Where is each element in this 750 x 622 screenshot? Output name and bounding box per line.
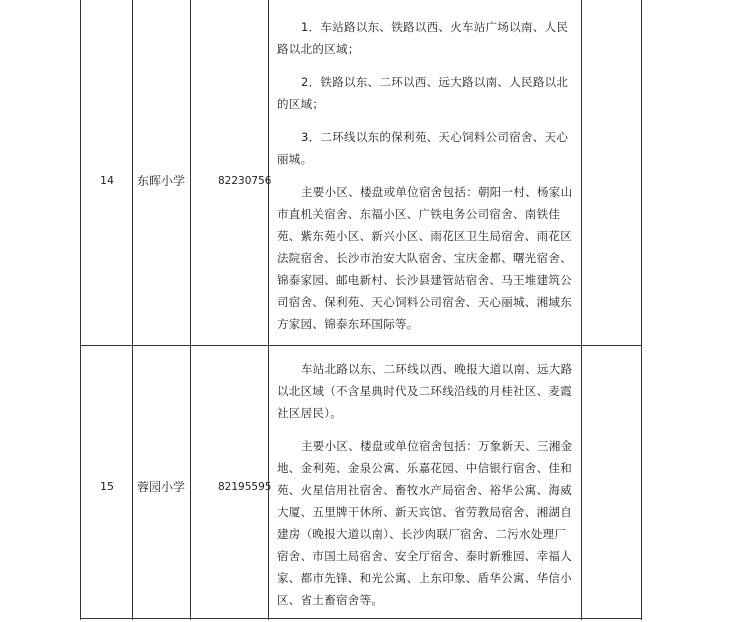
district-paragraph: 主要小区、楼盘或单位宿舍包括：万象新天、三湘金地、金利苑、金泉公寓、乐嘉花园、中信银行宿舍、佳和苑、火星信用社宿舍、畜牧水产局宿舍、裕华公寓、海威大厦、五里牌干休所、新天宾馆、省劳教局宿舍、湘湖自建房（晚报大道以南）、长沙肉联厂宿舍、二污水处理厂宿舍、市国土局宿舍、安全厅宿舍、泰时新雅园、幸福人家、都市先锋、和光公寓、上东印象、盾华公寓、华信小区、省土畜宿舍等。 bbox=[277, 439, 573, 607]
school-name: 东晖小学 bbox=[137, 174, 186, 188]
district-paragraph: 主要小区、楼盘或单位宿舍包括：朝阳一村、杨家山市直机关宿舍、东福小区、广铁电务公司宿舍、南铁佳苑、紫东苑小区、新兴小区、雨花区卫生局宿舍、雨花区法院宿舍、长沙市治安大队宿舍、宝庆金都、曙光宿舍、锦泰家园、邮电新村、长沙县建管站宿舍、马王堆建筑公司宿舍、保利苑、天心饲料公司宿舍、天心丽城、湘域东方家园、锦泰东环国际等。 bbox=[277, 185, 573, 331]
district-paragraph: 3．二环线以东的保利苑、天心饲料公司宿舍、天心丽城。 bbox=[277, 130, 569, 166]
row-index: 15 bbox=[100, 480, 114, 493]
column-border bbox=[190, 0, 191, 620]
column-border bbox=[132, 0, 133, 620]
column-border bbox=[641, 0, 642, 620]
district-paragraph: 1．车站路以东、铁路以西、火车站广场以南、人民路以北的区域； bbox=[277, 20, 569, 56]
school-phone: 82230756 bbox=[218, 175, 272, 187]
school-phone: 82195595 bbox=[218, 481, 272, 493]
row-border bbox=[80, 345, 642, 346]
row-border bbox=[80, 618, 642, 619]
column-border bbox=[80, 0, 81, 620]
district-paragraph: 2．铁路以东、二环以西、远大路以南、人民路以北的区域； bbox=[277, 75, 569, 111]
district-description bbox=[277, 358, 577, 611]
column-border bbox=[268, 0, 269, 620]
row-index: 14 bbox=[100, 174, 114, 187]
district-paragraph: 车站北路以东、二环线以西、晚报大道以南、远大路以北区域（不含星典时代及二环线沿线的月桂社区、麦霞社区居民）。 bbox=[277, 362, 573, 420]
district-description bbox=[277, 16, 577, 335]
column-border bbox=[581, 0, 582, 620]
school-name: 蓉园小学 bbox=[137, 480, 186, 494]
